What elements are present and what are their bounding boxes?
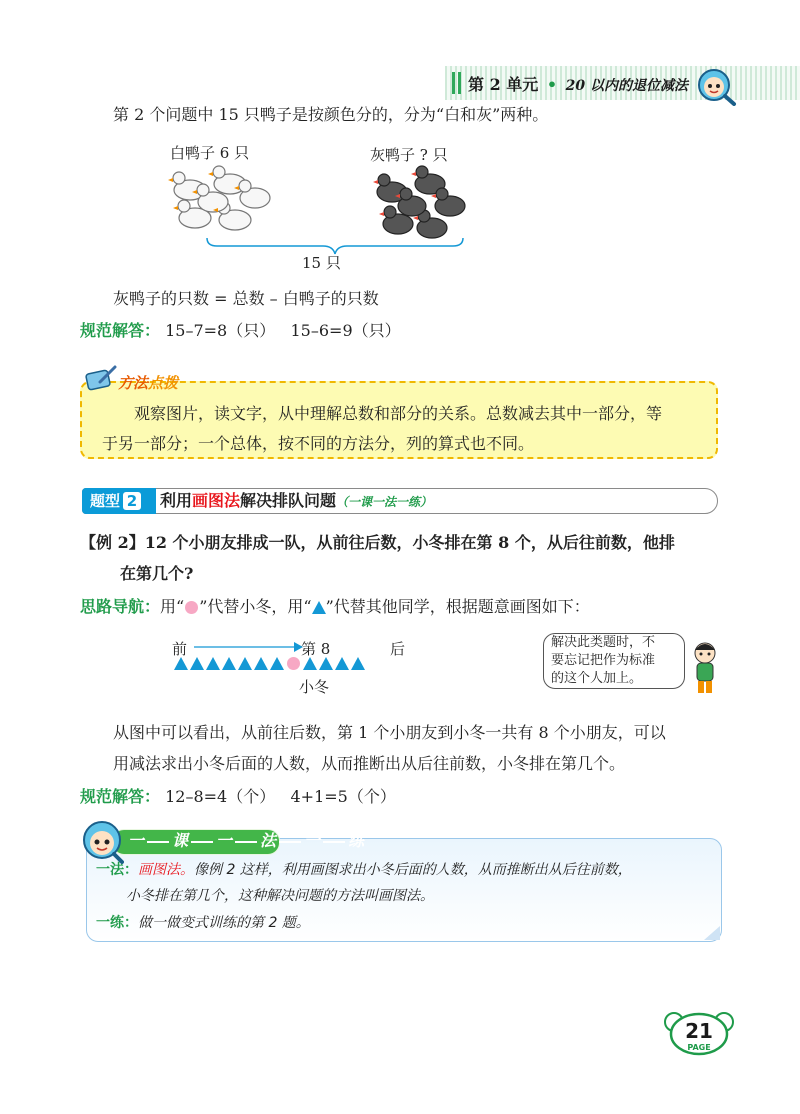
guide-text-a: 用“ <box>160 597 185 616</box>
white-duck-label: 白鸭子 6 只 <box>170 144 250 162</box>
queue-child-triangle <box>351 657 365 670</box>
answer-2 <box>80 786 396 808</box>
queue-eighth-label: 第 8 <box>301 640 331 658</box>
pill-char-1: 一 <box>128 831 145 850</box>
tip-text <box>102 399 702 459</box>
one-lesson-pill-text <box>128 831 364 851</box>
page-number: 21 <box>685 1019 713 1043</box>
type-number-badge: 2 <box>123 492 141 510</box>
queue-child-triangle <box>270 657 284 670</box>
gray-ducks-illustration <box>370 162 470 247</box>
header-unit: 第 2 单元 <box>468 75 539 94</box>
tip-title-b: 点拨 <box>148 374 179 392</box>
pill-char-2: 课 <box>172 831 189 850</box>
speech-line-2: 要忘记把作为标准 <box>551 653 656 668</box>
queue-child-triangle <box>238 657 252 670</box>
answer-2-text: 12–8=4（个） 4+1=5（个） <box>165 787 396 806</box>
relation-formula: 灰鸭子的只数 = 总数 – 白鸭子的只数 <box>113 289 379 308</box>
method-desc-1: 像例 2 这样，利用画图求出小冬后面的人数，从而推断出从后往前数， <box>194 862 632 878</box>
page-number-badge <box>664 1010 734 1056</box>
tip-line-2: 于另一部分；一个总体，按不同的方法分，列的算式也不同。 <box>102 434 535 453</box>
example-2-text: 12 个小朋友排成一队，从前往后数，小冬排在第 8 个，从后往前数，他排 <box>144 533 675 552</box>
type-title-b: 解决排队问题 <box>240 491 337 510</box>
brush-pad-icon <box>84 364 118 392</box>
header-subtitle: 20 以内的退位减法 <box>565 78 689 94</box>
guide-text-b: ”代替小冬，用“ <box>199 597 312 616</box>
method-line-1 <box>96 858 632 882</box>
method-key: 一法： <box>96 862 138 878</box>
speech-line-1: 解决此类题时，不 <box>551 635 656 650</box>
queue-child-triangle <box>319 657 333 670</box>
guide-line <box>80 596 590 618</box>
total-label: 15 只 <box>302 254 341 272</box>
guide-label: 思路导航： <box>80 597 161 616</box>
speech-text <box>551 634 683 688</box>
queue-child-xiaodong <box>287 657 300 670</box>
answer-1 <box>80 320 401 342</box>
type-title-a: 利用 <box>160 491 193 510</box>
queue-back-label: 后 <box>390 640 406 658</box>
type-title-method: 画图法 <box>192 491 241 510</box>
tip-title <box>118 372 178 393</box>
practice-key: 一练： <box>96 915 138 931</box>
answer-1-text: 15–7=8（只） 15–6=9（只） <box>165 321 401 340</box>
white-ducks-illustration <box>165 160 275 245</box>
tip-line-1: 观察图片，读文字，从中理解总数和部分的关系。总数减去其中一部分，等 <box>134 404 663 423</box>
header-bars-decoration <box>452 72 461 94</box>
header-dot: • <box>546 75 558 94</box>
queue-child-triangle <box>190 657 204 670</box>
queue-child-triangle <box>174 657 188 670</box>
type-title <box>160 489 432 514</box>
intro-text: 第 2 个问题中 15 只鸭子是按颜色分的，分为“白和灰”两种。 <box>113 105 549 124</box>
explain-line-1: 从图中可以看出，从前往后数，第 1 个小朋友到小冬一共有 8 个小朋友，可以 <box>113 723 666 742</box>
queue-child-triangle <box>303 657 317 670</box>
speech-line-3: 的这个人加上。 <box>551 671 643 686</box>
mascot-magnifier-icon <box>694 66 738 106</box>
explain-line-2: 用减法求出小冬后面的人数，从而推断出从后往前数，小冬排在第几个。 <box>113 754 626 773</box>
queue-name-label: 小冬 <box>299 678 330 696</box>
example-2-line-2: 在第几个? <box>120 564 194 583</box>
queue-child-triangle <box>222 657 236 670</box>
gray-duck-label: 灰鸭子 ? 只 <box>370 146 448 164</box>
pink-circle-symbol <box>185 601 198 614</box>
pill-char-5: 一 <box>304 831 321 850</box>
guide-text-c: ”代替其他同学，根据题意画图如下： <box>325 597 590 616</box>
answer-2-label: 规范解答： <box>80 787 161 806</box>
queue-child-triangle <box>335 657 349 670</box>
example-2-label: 【例 2】 <box>80 533 145 552</box>
queue-arrow <box>194 640 304 654</box>
type-tag <box>82 488 156 514</box>
answer-1-label: 规范解答： <box>80 321 161 340</box>
type-title-note: （一课一法一练） <box>336 495 433 509</box>
page-curl-decoration <box>704 926 720 940</box>
practice-line <box>96 911 310 935</box>
boy-character-icon <box>688 640 722 696</box>
pill-char-3: 一 <box>216 831 233 850</box>
type-tag-label: 题型 <box>90 492 121 510</box>
example-2-line-1 <box>80 532 675 554</box>
queue-row <box>174 657 365 670</box>
queue-child-triangle <box>254 657 268 670</box>
practice-text: 做一做变式训练的第 2 题。 <box>138 915 310 931</box>
page-word: PAGE <box>687 1043 711 1052</box>
running-header <box>468 72 688 95</box>
queue-front-label: 前 <box>172 640 188 658</box>
tip-title-a: 方法 <box>118 374 149 392</box>
method-line-2: 小冬排在第几个，这种解决问题的方法叫画图法。 <box>126 888 434 904</box>
blue-triangle-symbol <box>312 601 326 614</box>
pill-char-6: 练 <box>348 831 365 850</box>
method-name: 画图法。 <box>138 862 194 878</box>
queue-child-triangle <box>206 657 220 670</box>
pill-char-4: 法 <box>260 831 277 850</box>
